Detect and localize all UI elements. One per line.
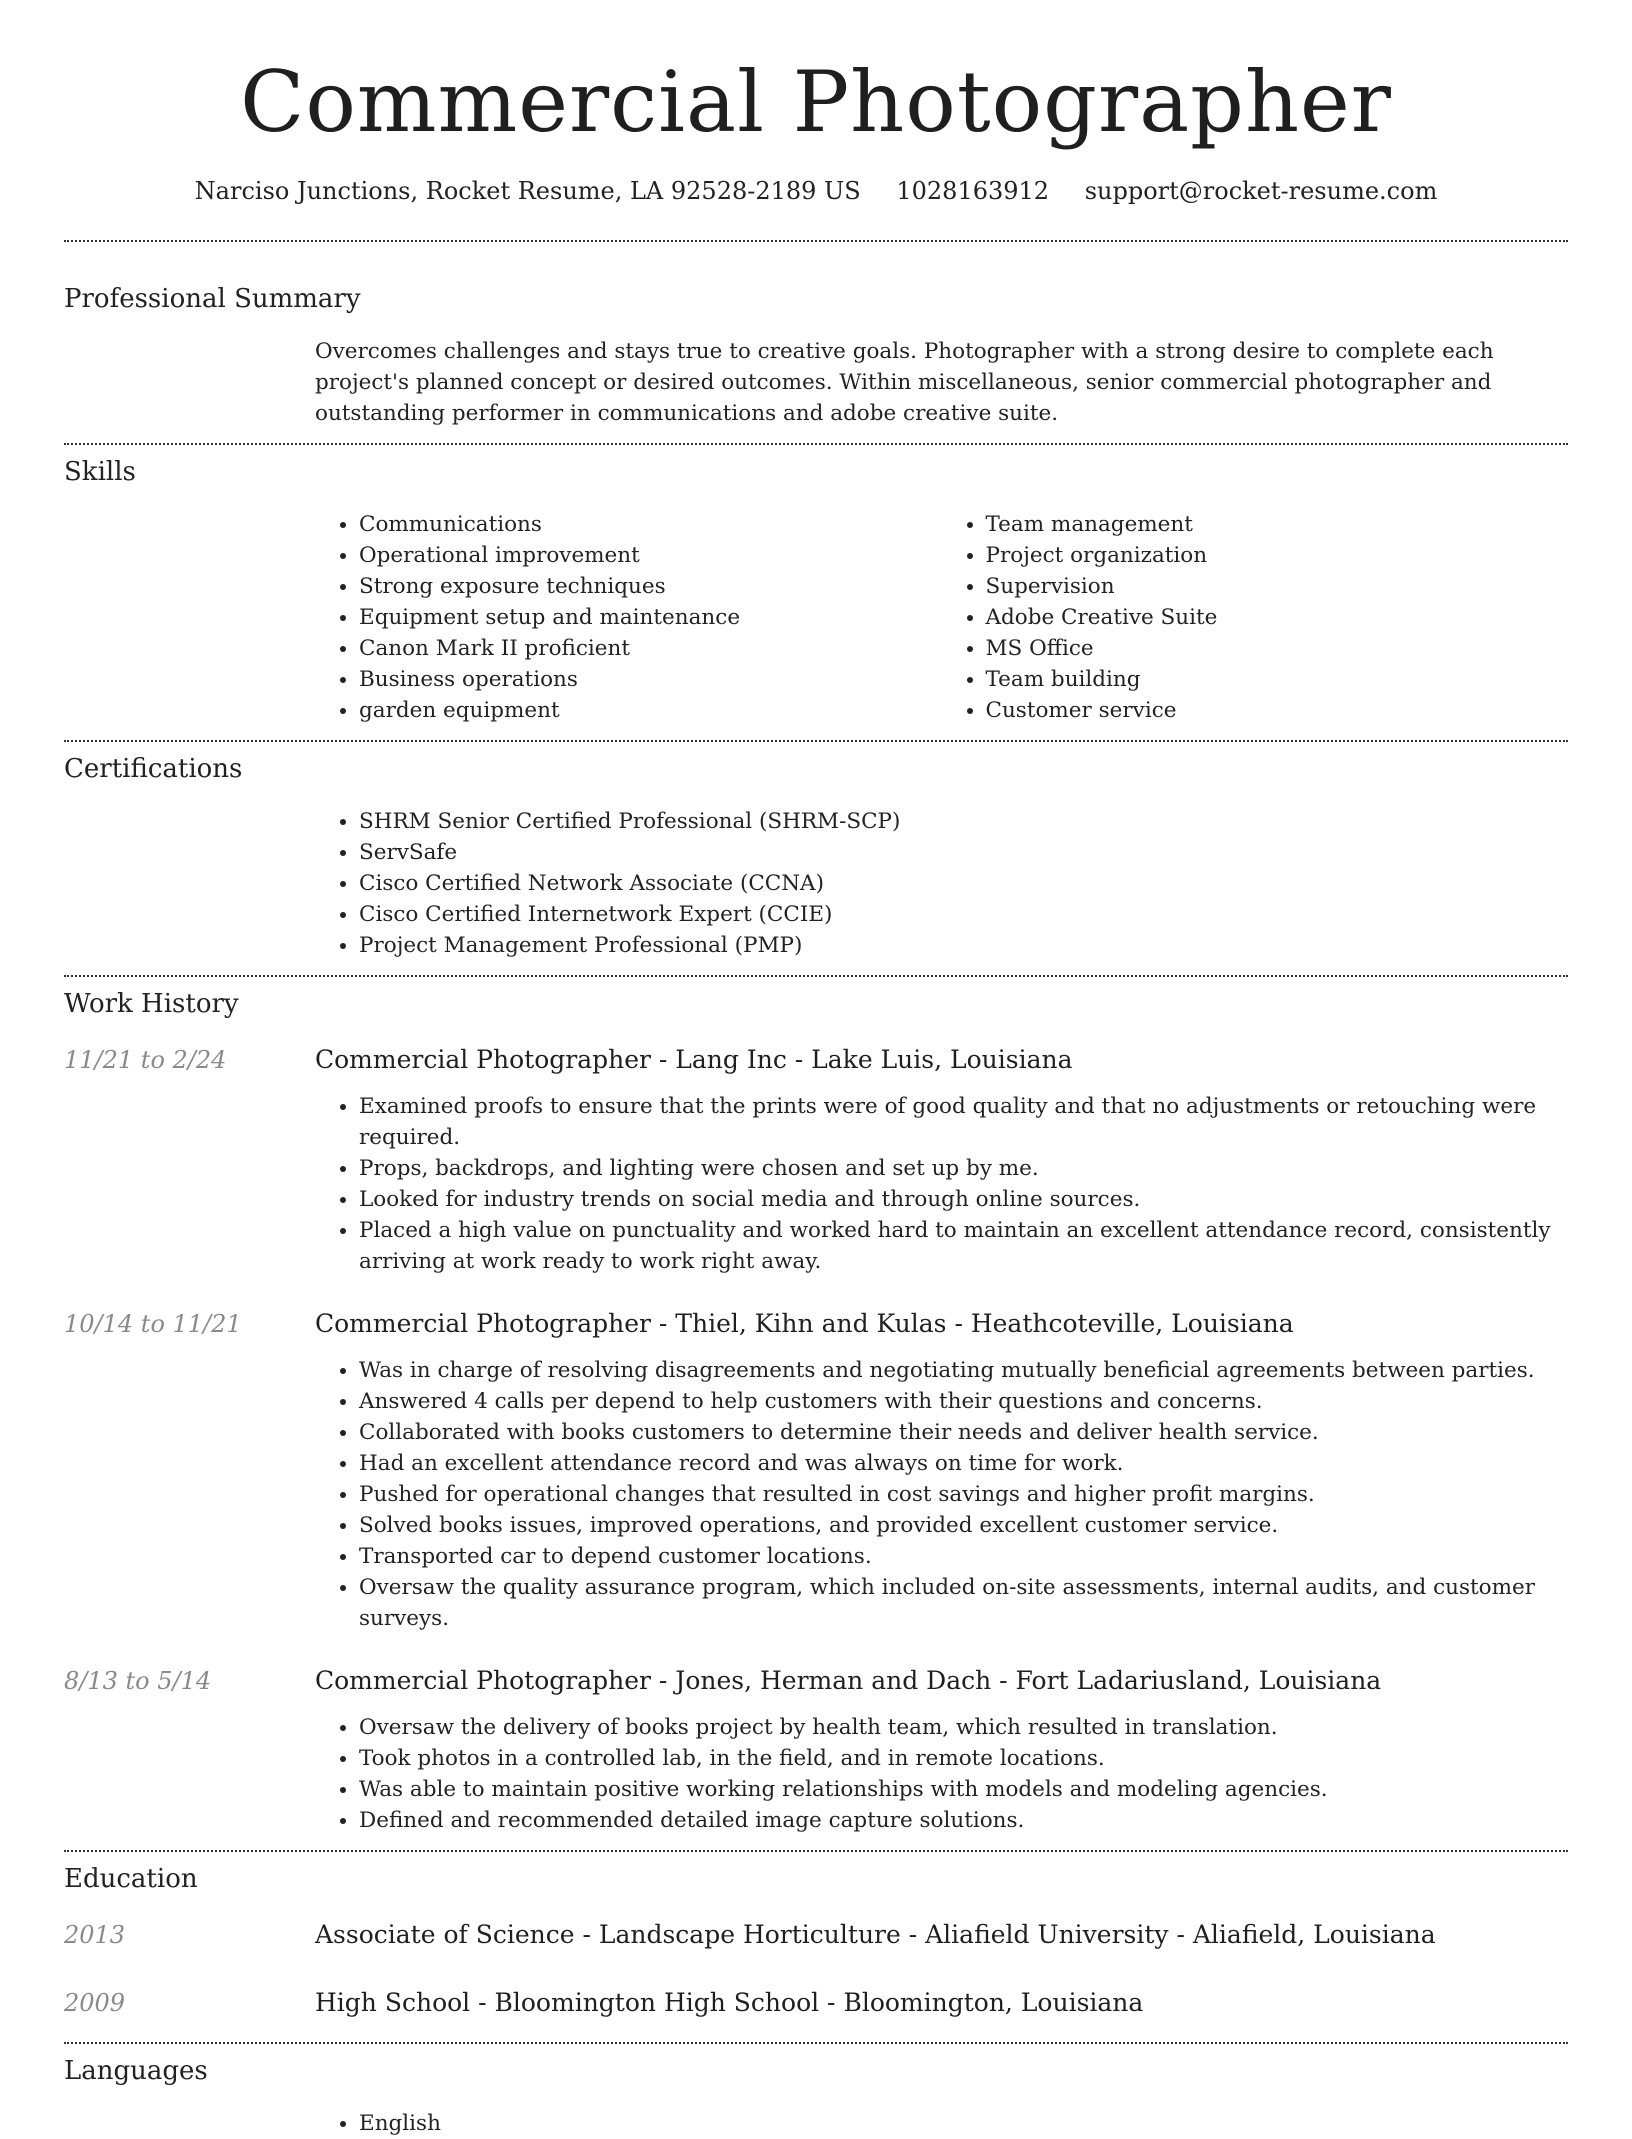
list-item: • ServSafe (359, 837, 1568, 868)
list-item: • Customer service (986, 695, 1569, 726)
list-item: • garden equipment (359, 695, 942, 726)
summary-text: Overcomes challenges and stays true to creative goals. Photographer with a strong desire to complete each project's planned concept or desired outcomes. Within miscellaneous, senior commercial photographer and outstanding performer in communications and adobe creative suite. (315, 339, 1494, 426)
education-title: High School - Bloomington High School - Bloomington, Louisiana (315, 1988, 1144, 2017)
job-entry (64, 1043, 1568, 1077)
list-item: • Was able to maintain positive working relationships with models and modeling agencies. (359, 1774, 1568, 1805)
address: Narciso Junctions, Rocket Resume, LA 92528-2189 US (194, 177, 861, 205)
skills-section (64, 455, 1568, 726)
list-item: • Solved books issues, improved operations, and provided excellent customer service. (359, 1510, 1568, 1541)
list-item: • Adobe Creative Suite (986, 602, 1569, 633)
page-title: Commercial Photographer (240, 53, 1392, 151)
list-item: • English (359, 2108, 1568, 2139)
education-year: 2013 (64, 1921, 126, 1949)
list-item: • Had an excellent attendance record and was always on time for work. (359, 1448, 1568, 1479)
divider (64, 443, 1568, 445)
list-item: • Strong exposure techniques (359, 571, 942, 602)
list-item: • Collaborated with books customers to determine their needs and deliver health service. (359, 1417, 1568, 1448)
list-item: • Project organization (986, 540, 1569, 571)
list-item: • Team management (986, 509, 1569, 540)
list-item: • Cisco Certified Network Associate (CCNA) (359, 868, 1568, 899)
job-bullets (315, 1091, 1568, 1277)
list-item: • Communications (359, 509, 942, 540)
job-dates: 8/13 to 5/14 (64, 1667, 212, 1695)
list-item: • Equipment setup and maintenance (359, 602, 942, 633)
job-bullets (315, 1712, 1568, 1836)
section-title-certifications: Certifications (64, 754, 243, 784)
education-year: 2009 (64, 1989, 126, 2017)
list-item: • MS Office (986, 633, 1569, 664)
divider (64, 2042, 1568, 2044)
list-item: • Props, backdrops, and lighting were chosen and set up by me. (359, 1153, 1568, 1184)
divider (64, 975, 1568, 977)
list-item: • Supervision (986, 571, 1569, 602)
job-bullets (315, 1355, 1568, 1634)
section-title-languages: Languages (64, 2056, 208, 2086)
section-title-work-history: Work History (64, 989, 239, 1019)
section-title-summary: Professional Summary (64, 284, 361, 314)
job-title: Commercial Photographer - Lang Inc - Lake Luis, Louisiana (315, 1045, 1073, 1074)
education-entry (64, 1986, 1568, 2020)
list-item: • Canon Mark II proficient (359, 633, 942, 664)
list-item: • Answered 4 calls per depend to help customers with their questions and concerns. (359, 1386, 1568, 1417)
job-entry (64, 1307, 1568, 1341)
summary-section (64, 282, 1568, 429)
job-dates: 10/14 to 11/21 (64, 1310, 242, 1338)
job-title: Commercial Photographer - Thiel, Kihn and Kulas - Heathcoteville, Louisiana (315, 1309, 1294, 1338)
divider (64, 740, 1568, 742)
section-title-education: Education (64, 1864, 198, 1894)
job-title: Commercial Photographer - Jones, Herman and Dach - Fort Ladariusland, Louisiana (315, 1666, 1382, 1695)
list-item: • Was in charge of resolving disagreements and negotiating mutually beneficial agreements between parties. (359, 1355, 1568, 1386)
resume-page (64, 0, 1568, 2139)
list-item: • Placed a high value on punctuality and worked hard to maintain an excellent attendance record, consistently arriving at work ready to work right away. (359, 1215, 1568, 1277)
languages-list (315, 2108, 1568, 2139)
list-item: • Looked for industry trends on social media and through online sources. (359, 1184, 1568, 1215)
divider (64, 1850, 1568, 1852)
list-item: • Took photos in a controlled lab, in the field, and in remote locations. (359, 1743, 1568, 1774)
list-item: • Cisco Certified Internetwork Expert (CCIE) (359, 899, 1568, 930)
list-item: • Examined proofs to ensure that the prints were of good quality and that no adjustments or retouching were required. (359, 1091, 1568, 1153)
list-item: • Transported car to depend customer locations. (359, 1541, 1568, 1572)
list-item: • Defined and recommended detailed image capture solutions. (359, 1805, 1568, 1836)
job-dates: 11/21 to 2/24 (64, 1046, 227, 1074)
list-item: • Business operations (359, 664, 942, 695)
list-item: • SHRM Senior Certified Professional (SHRM-SCP) (359, 806, 1568, 837)
education-section (64, 1862, 1568, 2020)
list-item: • Team building (986, 664, 1569, 695)
certifications-list (315, 806, 1568, 961)
email: support@rocket-resume.com (1084, 177, 1438, 205)
list-item: • Project Management Professional (PMP) (359, 930, 1568, 961)
divider (64, 240, 1568, 242)
education-title: Associate of Science - Landscape Horticulture - Aliafield University - Aliafield, Louisiana (315, 1920, 1436, 1949)
work-history-section (64, 987, 1568, 1836)
education-entry (64, 1918, 1568, 1952)
section-title-skills: Skills (64, 457, 136, 487)
contact-line (64, 176, 1568, 206)
skills-list (315, 509, 1568, 726)
languages-section (64, 2054, 1568, 2139)
list-item: • Oversaw the delivery of books project by health team, which resulted in translation. (359, 1712, 1568, 1743)
job-entry (64, 1664, 1568, 1698)
skills-column-left (315, 509, 942, 726)
certifications-section (64, 752, 1568, 961)
list-item: • Oversaw the quality assurance program, which included on-site assessments, internal audits, and customer surveys. (359, 1572, 1568, 1634)
list-item: • Operational improvement (359, 540, 942, 571)
list-item: • Pushed for operational changes that resulted in cost savings and higher profit margins. (359, 1479, 1568, 1510)
skills-column-right (942, 509, 1569, 726)
phone: 1028163912 (896, 177, 1050, 205)
